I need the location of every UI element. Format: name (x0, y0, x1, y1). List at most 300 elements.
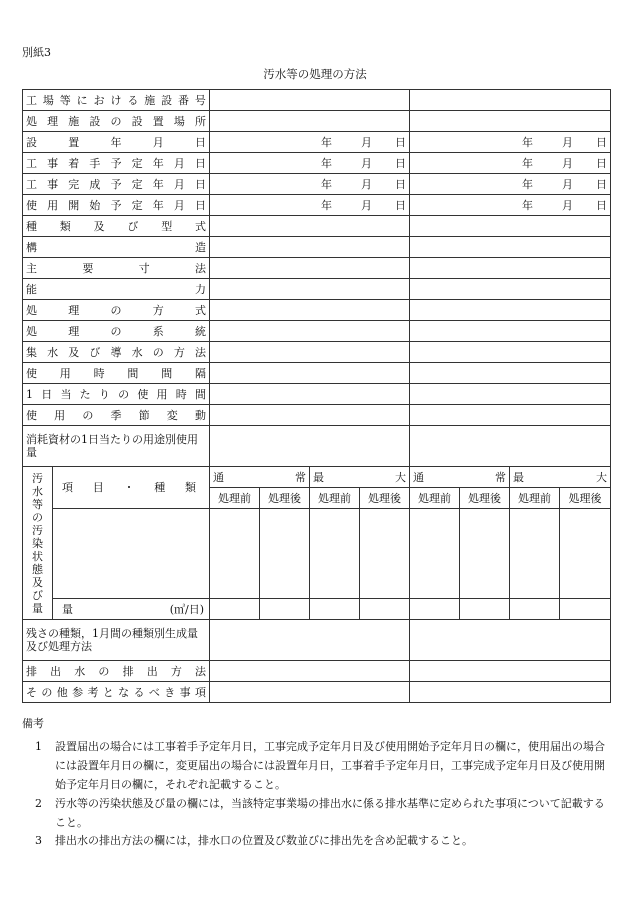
label-char: 定 (131, 156, 143, 170)
label-char: 間 (127, 366, 139, 380)
row-label-cell (23, 405, 210, 426)
label-char: べ (148, 685, 160, 699)
label-char: 処 (26, 303, 37, 317)
side-label-char: の (32, 510, 43, 524)
row-value-cell[interactable] (210, 321, 410, 342)
label-char: 定 (131, 177, 143, 191)
label-char: 他 (56, 685, 68, 699)
date-unit: 日 (395, 135, 406, 149)
max-header-1 (310, 467, 410, 488)
note-item (35, 737, 610, 794)
before-treatment-header: 処理前 (210, 488, 260, 509)
label-char: び (127, 219, 139, 233)
row-value-cell[interactable] (210, 279, 410, 300)
row-value-cell[interactable] (210, 216, 410, 237)
form-row (23, 405, 611, 426)
label-char: 類 (59, 219, 71, 233)
label-char: 時 (93, 366, 105, 380)
label-char: 月 (173, 177, 185, 191)
date-parts (413, 178, 607, 191)
label-char: の (118, 387, 130, 401)
row-value-cell[interactable] (410, 384, 611, 405)
row-label (26, 388, 206, 401)
date-unit: 月 (562, 135, 573, 149)
row-label-cell (23, 132, 210, 153)
row-label (26, 283, 206, 296)
volume-label-cell (53, 599, 210, 620)
row-label-cell (23, 342, 210, 363)
label-char: 工 (26, 93, 37, 107)
label-char: 参 (72, 685, 84, 699)
residue-label: 残さの種類，1月間の種類別生成量及び処理方法 (23, 620, 210, 661)
label-char: 隔 (194, 366, 206, 380)
label-char: 1 (26, 387, 33, 401)
row-value-cell[interactable] (410, 132, 611, 153)
label-char: 予 (110, 177, 122, 191)
pollution-value[interactable] (560, 509, 611, 599)
row-value-cell[interactable] (410, 90, 611, 111)
date-parts (213, 178, 406, 191)
label-char: 使 (26, 198, 37, 212)
label-char: 号 (194, 93, 206, 107)
row-label (26, 157, 206, 170)
label-char: 導 (110, 345, 122, 359)
label-char: 当 (60, 387, 72, 401)
normal-header-char: 常 (495, 470, 506, 484)
label-char: 使 (26, 366, 37, 380)
date-unit: 年 (522, 156, 533, 170)
label-char: 置 (68, 135, 80, 149)
row-value-cell[interactable] (210, 90, 410, 111)
after-treatment-header: 処理後 (260, 488, 310, 509)
row-value-cell[interactable] (210, 237, 410, 258)
label-char: 考 (87, 685, 99, 699)
row-label (26, 136, 206, 149)
label-char: 排 (122, 664, 134, 678)
row-value-cell[interactable] (410, 279, 611, 300)
row-value-cell[interactable] (210, 111, 410, 132)
label-char: 月 (173, 198, 185, 212)
row-value-cell[interactable] (410, 237, 611, 258)
label-char: 水 (74, 664, 86, 678)
row-value-cell[interactable] (410, 405, 611, 426)
form-row (23, 195, 611, 216)
date-unit: 年 (321, 198, 332, 212)
pollution-value[interactable] (510, 509, 560, 599)
row-value-cell[interactable] (410, 258, 611, 279)
label-char: 設 (131, 114, 143, 128)
label-char: 場 (42, 93, 54, 107)
label-char: そ (26, 685, 37, 699)
label-char: 用 (156, 387, 168, 401)
item-label-char: 類 (185, 481, 196, 494)
date-unit: 日 (596, 135, 607, 149)
label-char: 出 (50, 664, 62, 678)
date-unit: 日 (596, 156, 607, 170)
label-char: 統 (195, 324, 206, 338)
row-label (26, 94, 206, 107)
row-label (26, 199, 206, 212)
label-char: 用 (59, 366, 71, 380)
row-label-cell (23, 90, 210, 111)
note-number: 3 (35, 834, 42, 847)
form-row (23, 216, 611, 237)
row-label-cell (23, 174, 210, 195)
residue-value-1[interactable] (210, 620, 410, 661)
form-row (23, 258, 611, 279)
form-row (23, 237, 611, 258)
discharge-value-1[interactable] (210, 661, 410, 682)
other-label-cell (23, 682, 210, 703)
label-char: た (79, 387, 91, 401)
volume-value[interactable] (210, 599, 260, 620)
date-unit: 日 (596, 177, 607, 191)
side-label-char: 汚 (32, 523, 43, 537)
volume-value[interactable] (260, 599, 310, 620)
label-char: の (152, 345, 164, 359)
label-char: 工 (26, 177, 37, 191)
label-char: 所 (195, 114, 206, 128)
volume-label: 量 (62, 602, 73, 616)
side-label-char: 状 (32, 549, 43, 563)
label-char: 寸 (138, 261, 150, 275)
process-form-table (22, 89, 611, 703)
date-unit: 月 (361, 177, 372, 191)
note-number: 1 (35, 740, 42, 753)
side-label-char: 水 (32, 484, 43, 498)
label-char: 造 (195, 240, 206, 254)
label-char: に (76, 93, 88, 107)
label-char: 間 (161, 366, 173, 380)
date-parts (413, 199, 607, 212)
label-char: 事 (47, 177, 59, 191)
label-char: 日 (195, 156, 206, 170)
pollution-side-label (23, 467, 53, 620)
row-value-cell[interactable] (410, 363, 611, 384)
date-parts (213, 136, 406, 149)
other-value-1[interactable] (210, 682, 410, 703)
max-header-char: 最 (313, 470, 324, 484)
label-char: 水 (47, 345, 59, 359)
label-char: 工 (26, 156, 37, 170)
label-char: 日 (195, 198, 206, 212)
label-char: 方 (152, 303, 164, 317)
before-treatment-header: 処理前 (510, 488, 560, 509)
item-type-header (53, 467, 210, 509)
volume-value[interactable] (510, 599, 560, 620)
row-label (26, 304, 206, 317)
label-char: 開 (68, 198, 80, 212)
after-treatment-header: 処理後 (560, 488, 611, 509)
label-char: 法 (195, 345, 206, 359)
label-char: 力 (195, 282, 206, 296)
max-header-char: 大 (395, 470, 406, 484)
label-char: 施 (68, 114, 80, 128)
row-label-cell (23, 237, 210, 258)
date-unit: 月 (361, 198, 372, 212)
discharge-label-cell (23, 661, 210, 682)
label-char: 処 (26, 324, 37, 338)
row-value-cell[interactable] (210, 174, 410, 195)
label-char: 事 (179, 685, 191, 699)
label-char: 定 (131, 198, 143, 212)
note-text: 設置届出の場合には工事着手予定年月日，工事完成予定年月日及び使用開始予定年月日の欄に，使用届出の場合には設置年月日の欄に，変更届出の場合には設置年月日，工事着手予定年月日，工事完成予定年月日及び使用開始予定年月日の欄に，それぞれ記載すること。 (55, 740, 605, 791)
label-char: 系 (152, 324, 164, 338)
pollution-value[interactable] (410, 509, 460, 599)
row-label (26, 367, 206, 380)
label-char: 置 (152, 114, 164, 128)
row-value-cell[interactable] (210, 363, 410, 384)
row-value-cell[interactable] (210, 384, 410, 405)
row-label (26, 346, 206, 359)
label-char: け (110, 93, 122, 107)
discharge-value-2[interactable] (410, 661, 611, 682)
row-label (26, 325, 206, 338)
spread-label (26, 665, 206, 678)
note-item (35, 794, 610, 832)
label-char: 法 (194, 261, 206, 275)
volume-value[interactable] (560, 599, 611, 620)
row-value-cell[interactable] (410, 216, 611, 237)
pollution-value[interactable] (360, 509, 410, 599)
note-number: 2 (35, 797, 42, 810)
row-value-cell[interactable] (210, 405, 410, 426)
residue-value-2[interactable] (410, 620, 611, 661)
label-char: 理 (68, 303, 80, 317)
item-label-char: 目 (92, 481, 104, 494)
label-char: 処 (26, 114, 37, 128)
volume-unit: (㎥/日) (169, 602, 204, 616)
note-text: 排出水の排出方法の欄には，排水口の位置及び数並びに排出先を含め記載すること。 (55, 834, 473, 847)
after-treatment-header: 処理後 (460, 488, 510, 509)
normal-header-char: 通 (413, 470, 424, 484)
label-char: 予 (110, 198, 122, 212)
date-unit: 月 (562, 156, 573, 170)
label-char: 式 (194, 219, 206, 233)
row-label-cell (23, 195, 210, 216)
label-char: 月 (173, 156, 185, 170)
label-char: の (82, 408, 94, 422)
date-unit: 日 (596, 198, 607, 212)
pollution-items-cell[interactable] (53, 509, 210, 599)
volume-value[interactable] (360, 599, 410, 620)
volume-value[interactable] (410, 599, 460, 620)
pollution-value[interactable] (260, 509, 310, 599)
row-label (26, 409, 206, 422)
label-char: 理 (68, 324, 80, 338)
row-value-cell[interactable] (410, 111, 611, 132)
row-value-cell[interactable] (210, 132, 410, 153)
date-unit: 年 (522, 198, 533, 212)
side-label-char: 等 (32, 497, 43, 511)
label-char: 要 (82, 261, 94, 275)
before-treatment-header: 処理前 (410, 488, 460, 509)
label-char: 日 (41, 387, 53, 401)
label-char: 方 (170, 664, 182, 678)
volume-value[interactable] (460, 599, 510, 620)
label-char: 主 (26, 261, 37, 275)
label-char: 種 (26, 219, 37, 233)
label-char: 番 (178, 93, 190, 107)
form-row (23, 300, 611, 321)
label-char: 用 (54, 408, 66, 422)
label-char: 式 (195, 303, 206, 317)
label-char: 節 (138, 408, 150, 422)
date-unit: 年 (321, 135, 332, 149)
notes-title: 備考 (22, 717, 44, 730)
row-label (26, 220, 206, 233)
note-text: 汚水等の汚染状態及び量の欄には，当該特定事業場の排出水に係る排水基準に定められた事項について記載すること。 (55, 797, 605, 829)
label-char: な (118, 685, 130, 699)
note-item (35, 831, 610, 850)
label-char: り (98, 387, 110, 401)
pollution-value[interactable] (210, 509, 260, 599)
date-unit: 月 (361, 156, 372, 170)
label-char: 及 (68, 345, 80, 359)
row-value-cell[interactable] (410, 153, 611, 174)
label-char: 手 (89, 156, 101, 170)
label-char: き (164, 685, 176, 699)
label-char: 水 (131, 345, 143, 359)
label-char: 設 (89, 114, 101, 128)
label-char: 等 (59, 93, 71, 107)
label-char: 設 (26, 135, 37, 149)
row-label-cell (23, 321, 210, 342)
label-char: 法 (194, 664, 206, 678)
label-char: 年 (152, 177, 164, 191)
row-label-cell (23, 363, 210, 384)
form-row (23, 111, 611, 132)
item-label-char: ・ (123, 481, 135, 494)
pollution-value[interactable] (310, 509, 360, 599)
label-char: 出 (146, 664, 158, 678)
label-char: 時 (175, 387, 187, 401)
row-value-cell[interactable] (210, 153, 410, 174)
volume-value[interactable] (310, 599, 360, 620)
pollution-value[interactable] (460, 509, 510, 599)
page-title: 汚水等の処理の方法 (263, 67, 367, 81)
label-char: 年 (110, 135, 122, 149)
date-unit: 年 (522, 177, 533, 191)
row-label-cell (23, 300, 210, 321)
label-char: 使 (26, 408, 37, 422)
label-char: 間 (194, 387, 206, 401)
label-char: 事 (47, 156, 59, 170)
max-header-char: 大 (596, 470, 607, 484)
label-char: の (110, 114, 122, 128)
consumables-value-1[interactable] (210, 426, 410, 467)
row-value-cell[interactable] (210, 195, 410, 216)
side-label-char: 量 (32, 601, 43, 615)
date-parts (213, 199, 406, 212)
after-treatment-header: 処理後 (360, 488, 410, 509)
row-label (26, 241, 206, 254)
item-label-char: 種 (154, 481, 166, 494)
form-row (23, 363, 611, 384)
before-treatment-header: 処理前 (310, 488, 360, 509)
date-unit: 日 (395, 177, 406, 191)
date-parts (413, 157, 607, 170)
label-char: 型 (161, 219, 173, 233)
label-char: 及 (93, 219, 105, 233)
form-row (23, 342, 611, 363)
label-char: 集 (26, 345, 37, 359)
label-char: 方 (173, 345, 185, 359)
label-char: の (110, 324, 122, 338)
normal-header-1 (210, 467, 310, 488)
label-char: 使 (137, 387, 149, 401)
row-label-cell (23, 153, 210, 174)
label-char: び (89, 345, 101, 359)
label-char: 項 (194, 685, 206, 699)
other-value-2[interactable] (410, 682, 611, 703)
row-label-cell (23, 279, 210, 300)
label-char: 施 (144, 93, 156, 107)
label-char: 設 (161, 93, 173, 107)
row-value-cell[interactable] (410, 174, 611, 195)
side-label-char: び (32, 588, 43, 602)
item-label-char: 項 (62, 481, 73, 494)
row-value-cell[interactable] (210, 258, 410, 279)
row-value-cell[interactable] (210, 342, 410, 363)
date-unit: 日 (395, 198, 406, 212)
row-label-cell (23, 111, 210, 132)
label-char: る (133, 685, 145, 699)
label-char: 排 (26, 664, 37, 678)
row-label (26, 178, 206, 191)
label-char: 場 (173, 114, 185, 128)
label-char: 日 (195, 177, 206, 191)
label-char: お (93, 93, 105, 107)
label-char: 日 (195, 135, 206, 149)
label-char: 年 (152, 198, 164, 212)
label-char: の (41, 685, 53, 699)
date-parts (413, 136, 607, 149)
max-header-char: 最 (513, 470, 524, 484)
label-char: 年 (152, 156, 164, 170)
date-unit: 月 (361, 135, 372, 149)
label-char: 月 (152, 135, 164, 149)
row-value-cell[interactable] (410, 300, 611, 321)
consumables-value-2[interactable] (410, 426, 611, 467)
label-char: 始 (89, 198, 101, 212)
row-label (26, 262, 206, 275)
row-label (26, 115, 206, 128)
label-char: 理 (47, 114, 59, 128)
row-value-cell[interactable] (410, 195, 611, 216)
row-label-cell (23, 384, 210, 405)
label-char: 予 (110, 156, 122, 170)
label-char: 季 (110, 408, 122, 422)
form-row (23, 153, 611, 174)
label-char: 動 (194, 408, 206, 422)
side-label-char: 汚 (32, 471, 43, 485)
normal-header-2 (410, 467, 510, 488)
form-row (23, 90, 611, 111)
row-value-cell[interactable] (410, 342, 611, 363)
form-row (23, 321, 611, 342)
row-value-cell[interactable] (410, 321, 611, 342)
form-row (23, 384, 611, 405)
row-label-cell (23, 216, 210, 237)
date-unit: 年 (321, 177, 332, 191)
max-header-2 (510, 467, 611, 488)
form-row (23, 279, 611, 300)
row-label-cell (23, 258, 210, 279)
label-char: 変 (166, 408, 178, 422)
form-row (23, 174, 611, 195)
row-value-cell[interactable] (210, 300, 410, 321)
